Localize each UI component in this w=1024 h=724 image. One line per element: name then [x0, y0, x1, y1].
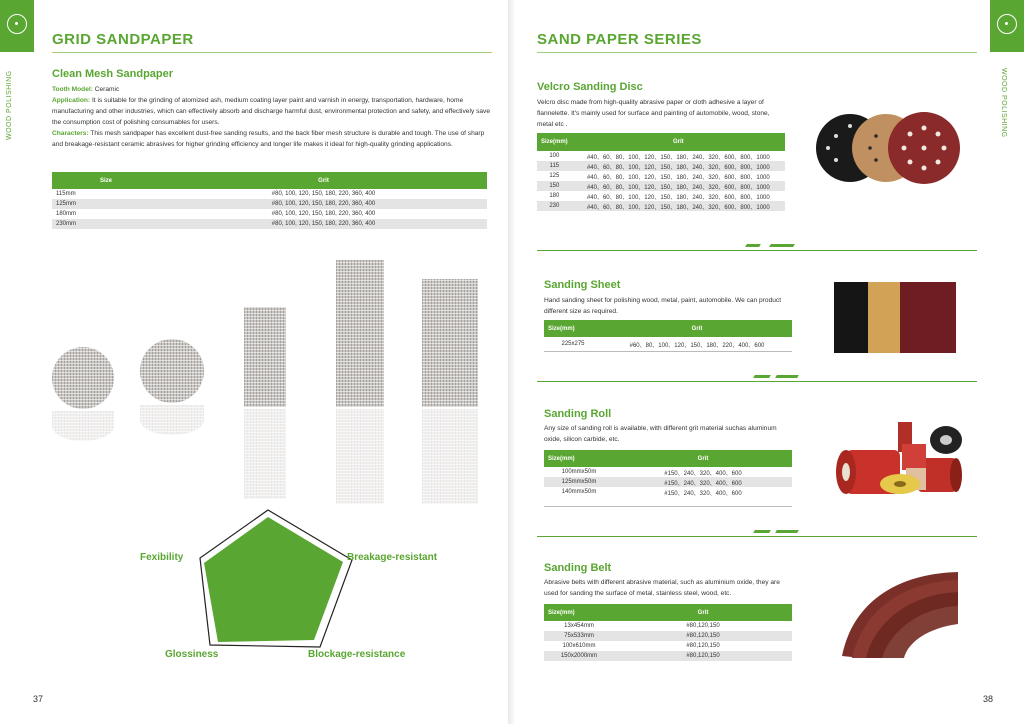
product-title-mesh: Clean Mesh Sandpaper	[52, 68, 174, 80]
table-row	[52, 209, 487, 219]
roll-description: Any size of sanding roll is available, with different grit material suchas aluminum oxide, silicon carbide, etc.	[544, 425, 777, 443]
cell-size: 125	[549, 173, 560, 179]
velcro-description: Velcro disc made from high-quality abrasive paper or cloth adhesive a layer of flannelette. It's mainly used for surface and painting of automobile, wood, stone, metal etc .	[537, 99, 770, 128]
table-row	[537, 191, 785, 201]
cell-grit: #80,120,150	[614, 651, 792, 661]
table-row	[544, 651, 792, 661]
cell-size: 100mmx50m	[561, 469, 597, 475]
cell-grit: #40、60、80、100、120、150、180、240、320、600、800、1000	[586, 154, 770, 161]
table-row	[544, 467, 792, 477]
table-row	[544, 477, 792, 487]
tooth-model-label: Tooth Model:	[52, 86, 93, 93]
cell-grit: #80,120,150	[686, 643, 720, 649]
performance-radar	[180, 505, 360, 655]
cell-size: 125mm	[52, 199, 160, 209]
mesh-strip-1	[244, 307, 286, 407]
col-header-size: Size(mm)	[537, 133, 572, 151]
divider-roll	[537, 536, 977, 537]
velcro-spec-table	[537, 133, 785, 211]
cell-size: 140mmx50m	[561, 489, 597, 495]
page-number-right: 38	[983, 694, 994, 704]
sanding-sheet-image	[834, 282, 956, 353]
sheet-black	[834, 282, 868, 353]
application-label: Application:	[52, 97, 91, 104]
roll-title: Sanding Roll	[544, 408, 612, 420]
cell-grit: #80,120,150	[686, 623, 720, 629]
belt-description: Abrasive belts with different abrasive material, such as aluminium oxide, they are used for sanding the surface of metal, stainless steel, wood, etc.	[544, 579, 780, 597]
sheet-red	[900, 282, 956, 353]
section-title-left: GRID SANDPAPER	[52, 31, 194, 48]
col-header-size: Size(mm)	[544, 604, 614, 621]
table-row	[544, 641, 792, 651]
table-row	[537, 181, 785, 191]
title-rule-left	[52, 52, 492, 53]
cell-size: 150	[537, 181, 572, 191]
cell-grit: #80, 100, 120, 150, 180, 220, 360, 400	[160, 219, 487, 229]
cell-grit: #40、60、80、100、120、150、180、240、320、600、800、1000	[572, 201, 785, 211]
col-header-grit: Grit	[614, 604, 792, 621]
sheet-table-bottom-rule	[544, 351, 792, 352]
mesh-disc-large-reflection	[140, 405, 204, 435]
cell-grit: #80, 100, 120, 150, 180, 220, 360, 400	[271, 191, 376, 197]
emblem-icon	[7, 14, 27, 34]
cell-size: 115mm	[56, 191, 76, 197]
velcro-disc-image	[814, 106, 964, 188]
table-row	[52, 189, 487, 199]
col-header-size: Size	[52, 172, 160, 189]
col-header-size: Size(mm)	[544, 450, 614, 467]
table-row	[537, 161, 785, 171]
mesh-disc-small	[52, 347, 114, 409]
application-text: It is suitable for the grinding of atomized ash, medium coating layer paint and varnish in energy, transportation, hardware, home manufacturing and other industries, which can effectively absorb and discharge harmful dust, environmental protection and safety, and effectively save the consumption cost of polishing consumables for users.	[52, 97, 491, 126]
cell-size: 150x2000mm	[544, 651, 614, 661]
belt-spec-table	[544, 604, 792, 661]
col-header-grit: Grit	[572, 133, 785, 151]
cell-size: 180mm	[56, 211, 77, 217]
cell-grit: #80, 100, 120, 150, 180, 220, 360, 400	[160, 199, 487, 209]
mesh-spec-table	[52, 172, 487, 229]
cell-grit: #40、60、80、100、120、150、180、240、320、600、800、1000	[586, 174, 770, 181]
divider-velcro	[537, 250, 977, 251]
mesh-strip-1-reflection	[244, 409, 286, 499]
mesh-product-image	[52, 255, 482, 510]
cell-grit: #150、240、320、400、600	[664, 490, 742, 497]
col-header-size: Size(mm)	[544, 320, 602, 337]
table-row	[52, 199, 487, 209]
emblem-tab-left	[0, 0, 34, 52]
tooth-model-value: Ceramic	[94, 86, 120, 93]
cell-grit: #40、60、80、100、120、150、180、240、320、600、800、1000	[586, 194, 770, 201]
sheet-spec-table	[544, 320, 792, 351]
col-header-grit: Grit	[602, 320, 792, 337]
cell-size: 100	[549, 153, 560, 159]
cell-size: 13x454mm	[564, 623, 594, 629]
cell-grit: #80,120,150	[614, 631, 792, 641]
table-row	[537, 151, 785, 161]
velcro-title: Velcro Sanding Disc	[537, 81, 643, 93]
cell-size: 230	[537, 201, 572, 211]
divider-dash	[769, 244, 795, 247]
emblem-tab-right	[990, 0, 1024, 52]
sheet-tan	[868, 282, 900, 353]
divider-dash	[745, 244, 761, 247]
table-row	[537, 171, 785, 181]
cell-size: 125mmx50m	[544, 477, 614, 487]
emblem-icon	[997, 14, 1017, 34]
col-header-grit: Grit	[614, 450, 792, 467]
sanding-belt-image	[832, 566, 960, 662]
table-row	[52, 219, 487, 229]
cell-size: 100x610mm	[562, 643, 596, 649]
cell-grit: #40、60、80、100、120、150、180、240、320、600、800、1000	[572, 161, 785, 171]
cell-grit: #80, 100, 120, 150, 180, 220, 360, 400	[271, 211, 376, 217]
sheet-description: Hand sanding sheet for polishing wood, metal, paint, automobile. We can product different size as required.	[544, 297, 782, 315]
cell-grit: #40、60、80、100、120、150、180、240、320、600、800、1000	[572, 181, 785, 191]
roll-spec-table	[544, 450, 792, 497]
side-label-right: WOOD POLISHING	[1000, 68, 1007, 138]
cell-size: 225x275	[561, 341, 585, 347]
cell-size: 115	[537, 161, 572, 171]
mesh-disc-large	[140, 339, 204, 403]
radar-fill	[204, 517, 343, 642]
mesh-strip-3	[422, 279, 478, 407]
cell-grit: #150、240、320、400、600	[664, 470, 742, 477]
mesh-disc-small-reflection	[52, 411, 114, 441]
table-row	[544, 487, 792, 497]
table-row	[544, 631, 792, 641]
divider-dash	[753, 530, 771, 533]
table-row	[544, 337, 792, 351]
side-label-left: WOOD POLISHING	[6, 70, 13, 140]
sanding-roll-image	[828, 418, 964, 504]
sheet-title: Sanding Sheet	[544, 279, 621, 291]
divider-dash	[775, 375, 799, 378]
cell-size: 75x533mm	[544, 631, 614, 641]
belt-title: Sanding Belt	[544, 562, 612, 574]
divider-dash	[753, 375, 771, 378]
mesh-strip-2-reflection	[336, 409, 384, 504]
cell-size: 230mm	[52, 219, 160, 229]
left-page	[0, 0, 510, 724]
mesh-strip-3-reflection	[422, 409, 478, 504]
radar-label-fexibility: Fexibility	[140, 552, 184, 563]
table-row	[537, 201, 785, 211]
divider-dash	[775, 530, 799, 533]
table-row	[544, 621, 792, 631]
section-title-right: SAND PAPER SERIES	[537, 31, 702, 48]
page-number-left: 37	[33, 694, 44, 704]
col-header-grit: Grit	[160, 172, 487, 189]
cell-grit: #60、80、100、120、150、180、220、400、600	[629, 342, 765, 349]
product-description-mesh	[52, 84, 490, 150]
roll-table-bottom-rule	[544, 506, 792, 507]
characters-label: Characters:	[52, 130, 89, 137]
cell-grit: #150、240、320、400、600	[614, 477, 792, 487]
radar-label-breakage-resistant: Breakage-resistant	[347, 552, 438, 563]
mesh-strip-2	[336, 260, 384, 407]
characters-text: This mesh sandpaper has excellent dust-free sanding results, and the back fiber mesh structure is durable and tough. The use of sharp and breakage-resistant ceramic abrasives for higher grinding efficiency and longer life makes it ideal for high-quality grinding applications.	[52, 130, 485, 148]
divider-sheet	[537, 381, 977, 382]
radar-label-glossiness: Glossiness	[165, 649, 219, 660]
radar-label-blockage-resistance: Blockage-resistance	[308, 649, 406, 660]
cell-size: 180	[549, 193, 560, 199]
right-page	[514, 0, 1024, 724]
title-rule-right	[537, 52, 977, 53]
